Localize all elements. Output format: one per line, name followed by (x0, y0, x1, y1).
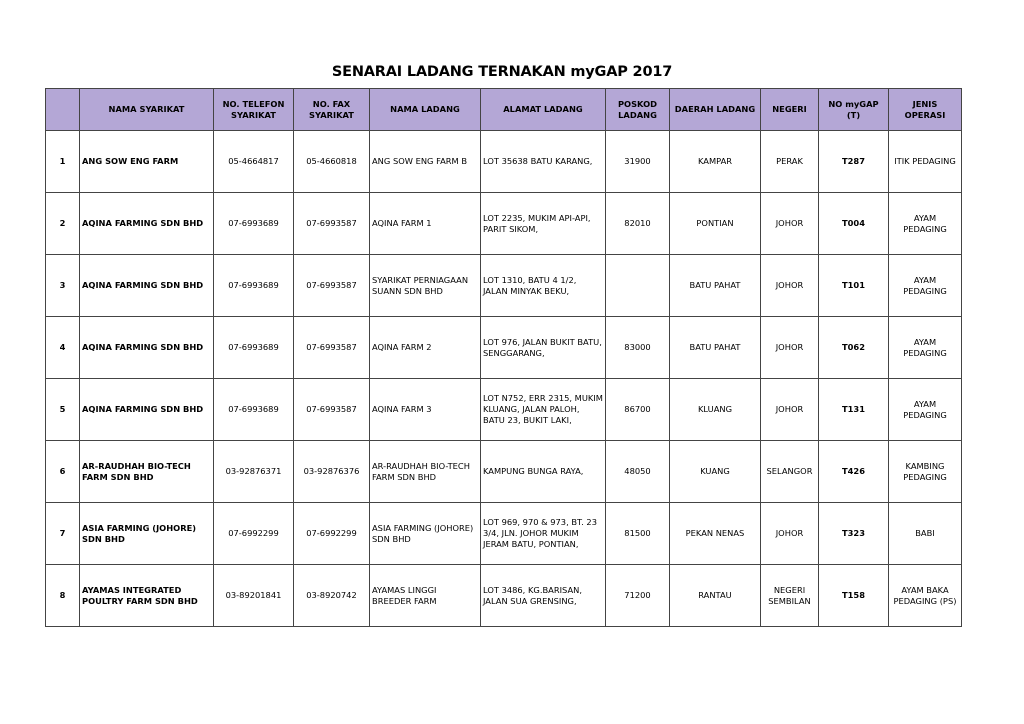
farm-name-cell: AYAMAS LINGGI BREEDER FARM (370, 565, 481, 627)
farm-address-cell: LOT 35638 BATU KARANG, (481, 131, 606, 193)
farm-postcode-cell: 48050 (606, 441, 670, 503)
company-phone-cell: 07-6993689 (214, 255, 294, 317)
company-name-cell: AQINA FARMING SDN BHD (80, 255, 214, 317)
operation-type-cell: AYAM PEDAGING (889, 379, 962, 441)
farm-district-cell: KLUANG (670, 379, 761, 441)
company-phone-cell: 07-6993689 (214, 317, 294, 379)
col-alamat-ladang-header: ALAMAT LADANG (481, 89, 606, 131)
row-number-cell: 2 (46, 193, 80, 255)
company-name-cell: AQINA FARMING SDN BHD (80, 317, 214, 379)
table-row (46, 131, 962, 193)
row-number-cell: 5 (46, 379, 80, 441)
col-no-mygap-header: NO myGAP (T) (819, 89, 889, 131)
row-number-cell: 8 (46, 565, 80, 627)
company-fax-cell: 07-6993587 (294, 379, 370, 441)
farm-address-cell: LOT 2235, MUKIM API-API, PARIT SIKOM, (481, 193, 606, 255)
company-fax-cell: 03-92876376 (294, 441, 370, 503)
company-name-cell: AQINA FARMING SDN BHD (80, 379, 214, 441)
company-phone-cell: 05-4664817 (214, 131, 294, 193)
farm-district-cell: PEKAN NENAS (670, 503, 761, 565)
company-phone-cell: 03-92876371 (214, 441, 294, 503)
company-phone-cell: 07-6993689 (214, 379, 294, 441)
company-name-cell: ANG SOW ENG FARM (80, 131, 214, 193)
mygap-number-cell: T158 (819, 565, 889, 627)
farm-address-cell: LOT N752, ERR 2315, MUKIM KLUANG, JALAN PALOH, BATU 23, BUKIT LAKI, (481, 379, 606, 441)
company-name-cell: ASIA FARMING (JOHORE) SDN BHD (80, 503, 214, 565)
col-no-header (46, 89, 80, 131)
row-number-cell: 3 (46, 255, 80, 317)
company-fax-cell: 07-6992299 (294, 503, 370, 565)
mygap-number-cell: T004 (819, 193, 889, 255)
table-row (46, 193, 962, 255)
col-daerah-header: DAERAH LADANG (670, 89, 761, 131)
farm-district-cell: KUANG (670, 441, 761, 503)
col-no-fax-header: NO. FAX SYARIKAT (294, 89, 370, 131)
farm-postcode-cell: 81500 (606, 503, 670, 565)
col-nama-syarikat-header: NAMA SYARIKAT (80, 89, 214, 131)
farm-state-cell: NEGERI SEMBILAN (761, 565, 819, 627)
company-fax-cell: 07-6993587 (294, 317, 370, 379)
farm-district-cell: KAMPAR (670, 131, 761, 193)
farm-postcode-cell (606, 255, 670, 317)
page-title: SENARAI LADANG TERNAKAN myGAP 2017 (331, 64, 673, 80)
farm-postcode-cell: 82010 (606, 193, 670, 255)
operation-type-cell: BABI (889, 503, 962, 565)
farm-name-cell: ASIA FARMING (JOHORE) SDN BHD (370, 503, 481, 565)
farm-address-cell: KAMPUNG BUNGA RAYA, (481, 441, 606, 503)
operation-type-cell: AYAM PEDAGING (889, 255, 962, 317)
farm-district-cell: BATU PAHAT (670, 317, 761, 379)
mygap-number-cell: T323 (819, 503, 889, 565)
company-fax-cell: 05-4660818 (294, 131, 370, 193)
farm-state-cell: JOHOR (761, 503, 819, 565)
company-name-cell: AYAMAS INTEGRATED POULTRY FARM SDN BHD (80, 565, 214, 627)
mygap-number-cell: T287 (819, 131, 889, 193)
farm-postcode-cell: 71200 (606, 565, 670, 627)
operation-type-cell: AYAM BAKA PEDAGING (PS) (889, 565, 962, 627)
farm-state-cell: PERAK (761, 131, 819, 193)
company-phone-cell: 07-6992299 (214, 503, 294, 565)
company-fax-cell: 07-6993587 (294, 255, 370, 317)
farm-name-cell: ANG SOW ENG FARM B (370, 131, 481, 193)
operation-type-cell: ITIK PEDAGING (889, 131, 962, 193)
col-negeri-header: NEGERI (761, 89, 819, 131)
col-jenis-operasi-header: JENIS OPERASI (889, 89, 962, 131)
table-row (46, 441, 962, 503)
col-poskod-header: POSKOD LADANG (606, 89, 670, 131)
farm-postcode-cell: 31900 (606, 131, 670, 193)
farm-state-cell: JOHOR (761, 255, 819, 317)
farm-name-cell: AR-RAUDHAH BIO-TECH FARM SDN BHD (370, 441, 481, 503)
col-no-telefon-header: NO. TELEFON SYARIKAT (214, 89, 294, 131)
farm-state-cell: SELANGOR (761, 441, 819, 503)
table-body (46, 131, 962, 627)
farm-address-cell: LOT 976, JALAN BUKIT BATU, SENGGARANG, (481, 317, 606, 379)
farm-name-cell: SYARIKAT PERNIAGAAN SUANN SDN BHD (370, 255, 481, 317)
table-header (46, 89, 962, 131)
company-fax-cell: 07-6993587 (294, 193, 370, 255)
table-row (46, 255, 962, 317)
company-phone-cell: 07-6993689 (214, 193, 294, 255)
row-number-cell: 6 (46, 441, 80, 503)
farm-state-cell: JOHOR (761, 317, 819, 379)
col-nama-ladang-header: NAMA LADANG (370, 89, 481, 131)
row-number-cell: 7 (46, 503, 80, 565)
company-name-cell: AR-RAUDHAH BIO-TECH FARM SDN BHD (80, 441, 214, 503)
farm-state-cell: JOHOR (761, 379, 819, 441)
farm-district-cell: BATU PAHAT (670, 255, 761, 317)
table-row (46, 503, 962, 565)
farm-name-cell: AQINA FARM 1 (370, 193, 481, 255)
header-row (46, 89, 962, 131)
mygap-number-cell: T062 (819, 317, 889, 379)
table-row (46, 565, 962, 627)
operation-type-cell: AYAM PEDAGING (889, 193, 962, 255)
company-fax-cell: 03-8920742 (294, 565, 370, 627)
mygap-number-cell: T101 (819, 255, 889, 317)
company-phone-cell: 03-89201841 (214, 565, 294, 627)
farm-postcode-cell: 86700 (606, 379, 670, 441)
farm-address-cell: LOT 969, 970 & 973, BT. 23 3/4, JLN. JOHOR MUKIM JERAM BATU, PONTIAN, (481, 503, 606, 565)
row-number-cell: 1 (46, 131, 80, 193)
farm-district-cell: RANTAU (670, 565, 761, 627)
farm-address-cell: LOT 3486, KG.BARISAN, JALAN SUA GRENSING, (481, 565, 606, 627)
mygap-number-cell: T426 (819, 441, 889, 503)
farm-table (45, 88, 962, 627)
farm-district-cell: PONTIAN (670, 193, 761, 255)
farm-state-cell: JOHOR (761, 193, 819, 255)
farm-name-cell: AQINA FARM 2 (370, 317, 481, 379)
company-name-cell: AQINA FARMING SDN BHD (80, 193, 214, 255)
farm-address-cell: LOT 1310, BATU 4 1/2, JALAN MINYAK BEKU, (481, 255, 606, 317)
table-row (46, 379, 962, 441)
table-row (46, 317, 962, 379)
row-number-cell: 4 (46, 317, 80, 379)
farm-postcode-cell: 83000 (606, 317, 670, 379)
farm-name-cell: AQINA FARM 3 (370, 379, 481, 441)
operation-type-cell: KAMBING PEDAGING (889, 441, 962, 503)
mygap-number-cell: T131 (819, 379, 889, 441)
operation-type-cell: AYAM PEDAGING (889, 317, 962, 379)
